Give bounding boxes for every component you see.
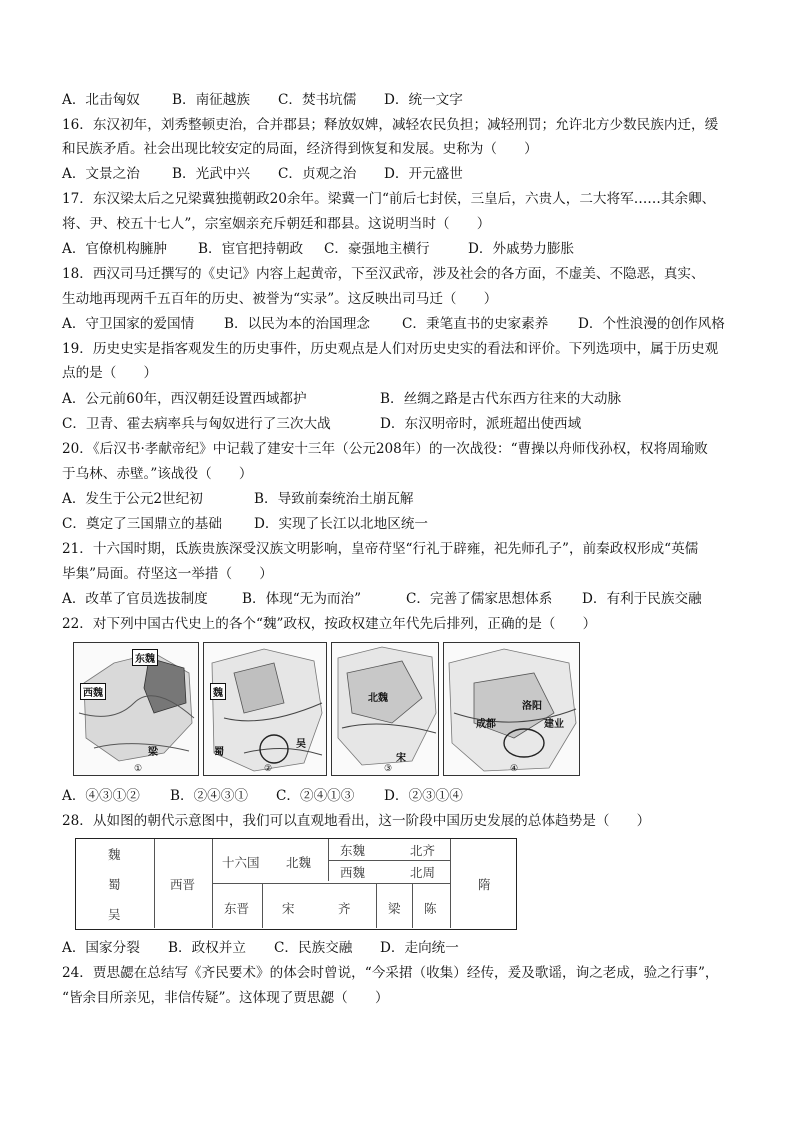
q20-option-b[interactable]: B．导致前秦统治土崩瓦解: [254, 491, 414, 507]
q22-option-c[interactable]: C．②④①③: [276, 788, 355, 804]
divider: [450, 839, 451, 928]
q23-option-a[interactable]: A．国家分裂: [62, 940, 140, 956]
q17-stem-line2: 将、尹、校五十七人”，宗室姻亲充斥朝廷和郡县。这说明当时（ ）: [62, 216, 491, 232]
q15-option-a[interactable]: A．北击匈奴: [62, 92, 140, 108]
q15-option-b[interactable]: B．南征越族: [172, 92, 250, 108]
q24-stem-line2: “皆余目所亲见，非信传疑”。这体现了贾思勰（ ）: [62, 990, 389, 1006]
map-3-label-song: 宋: [396, 753, 406, 764]
three-kingdoms-wei: 魏: [108, 847, 121, 862]
map-4-label-luoyang: 洛阳: [522, 701, 542, 712]
q18-stem-line1: 18．西汉司马迁撰写的《史记》内容上起黄帝，下至汉武帝，涉及社会的各方面，不虚美、不隐恶，真实、: [62, 266, 705, 282]
song: 宋: [282, 901, 295, 916]
divider: [328, 860, 450, 861]
q22-stem: 22．对下列中国古代史上的各个“魏”政权，按政权建立年代先后排列，正确的是（ ）: [62, 616, 597, 632]
q22-map-2: [203, 642, 327, 776]
map-1-number: ①: [134, 764, 143, 774]
q19-option-d[interactable]: D．东汉明帝时，派班超出使西域: [380, 416, 582, 432]
map-1-label-liang: 梁: [148, 747, 158, 758]
q19-option-a[interactable]: A．公元前60年，西汉朝廷设置西域都护: [62, 391, 307, 407]
divider: [154, 839, 155, 928]
three-kingdoms-wu: 吴: [108, 907, 121, 922]
q23-option-c[interactable]: C．民族交融: [274, 940, 353, 956]
q19-stem-line2: 点的是（ ）: [62, 365, 158, 381]
qi: 齐: [338, 901, 351, 916]
q21-option-b[interactable]: B．体现“无为而治”: [242, 591, 362, 607]
dynasty-diagram: [75, 838, 517, 930]
q21-stem-line2: 毕集”局面。苻坚这一举措（ ）: [62, 566, 273, 582]
q16-option-d[interactable]: D．开元盛世: [384, 166, 463, 182]
q22-option-a[interactable]: A．④③①②: [62, 788, 140, 804]
map-1-label-east-wei: 东魏: [132, 649, 158, 666]
q19-option-b[interactable]: B．丝绸之路是古代东西方往来的大动脉: [380, 391, 622, 407]
map-2-number: ②: [264, 764, 273, 774]
map-4-label-chengdu: 成都: [476, 719, 496, 730]
q24-stem-line1: 24．贾思勰在总结写《齐民要术》的体会时曾说，“今采捃（收集）经传，爰及歌谣，询之老成，验之行事”，: [62, 965, 719, 981]
q23-option-d[interactable]: D．走向统一: [380, 940, 459, 956]
q21-option-a[interactable]: A．改革了官员选拔制度: [62, 591, 208, 607]
q20-stem-line2: 于乌林、赤壁。”该战役（ ）: [62, 466, 253, 482]
q21-option-d[interactable]: D．有利于民族交融: [582, 591, 702, 607]
divider: [412, 883, 413, 928]
q22-option-b[interactable]: B．②④③①: [170, 788, 248, 804]
q17-option-a[interactable]: A．官僚机构臃肿: [62, 241, 167, 257]
q17-stem-line1: 17．东汉梁太后之兄梁冀独揽朝政20余年。梁冀一门“前后七封侯，三皇后，六贵人，二大将军……其余卿、: [62, 191, 716, 207]
divider: [262, 883, 263, 928]
q18-option-d[interactable]: D．个性浪漫的创作风格: [578, 316, 725, 332]
q16-option-a[interactable]: A．文景之治: [62, 166, 140, 182]
sui: 隋: [478, 877, 491, 892]
east-wei: 东魏: [340, 843, 366, 858]
map-2-label-wu: 吴: [296, 739, 306, 750]
q21-stem-line1: 21．十六国时期，氐族贵族深受汉族文明影响，皇帝苻坚“行礼于辟雍，祀先师孔子”，前秦政权形成“英儒: [62, 541, 699, 557]
q15-option-d[interactable]: D．统一文字: [384, 92, 463, 108]
map-3-terrain: [332, 643, 439, 776]
north-qi: 北齐: [410, 843, 436, 858]
q20-option-c[interactable]: C．奠定了三国鼎立的基础: [62, 516, 222, 532]
q21-option-c[interactable]: C．完善了儒家思想体系: [406, 591, 553, 607]
q16-option-c[interactable]: C．贞观之治: [278, 166, 357, 182]
west-wei: 西魏: [340, 865, 366, 880]
map-4-number: ④: [510, 764, 519, 774]
north-wei: 北魏: [286, 855, 312, 870]
q23-option-b[interactable]: B．政权并立: [168, 940, 246, 956]
chen: 陈: [424, 901, 437, 916]
q17-option-b[interactable]: B．宦官把持朝政: [198, 241, 304, 257]
q19-option-c[interactable]: C．卫青、霍去病率兵与匈奴进行了三次大战: [62, 416, 331, 432]
three-kingdoms-shu: 蜀: [108, 877, 121, 892]
q18-option-a[interactable]: A．守卫国家的爱国情: [62, 316, 195, 332]
q20-option-a[interactable]: A．发生于公元2世纪初: [62, 491, 203, 507]
q23-stem: 28．从如图的朝代示意图中，我们可以直观地看出，这一阶段中国历史发展的总体趋势是（ ）: [62, 813, 651, 829]
q18-option-c[interactable]: C．秉笔直书的史家素养: [402, 316, 549, 332]
q16-stem-line1: 16．东汉初年，刘秀整顿吏治，合并郡县；释放奴婢，减轻农民负担；减轻刑罚；允许北方少数民族内迁，缓: [62, 117, 719, 133]
q16-stem-line2: 和民族矛盾。社会出现比较安定的局面，经济得到恢复和发展。史称为（ ）: [62, 141, 538, 157]
map-3-number: ③: [384, 764, 393, 774]
north-zhou: 北周: [410, 865, 436, 880]
q22-option-d[interactable]: D．②③①④: [384, 788, 463, 804]
map-4-label-jianye: 建业: [544, 719, 564, 730]
q18-stem-line2: 生动地再现两千五百年的历史、被誉为“实录”。这反映出司马迁（ ）: [62, 291, 498, 307]
q20-stem-line1: 20．《后汉书·孝献帝纪》中记载了建安十三年（公元208年）的一次战役：“曹操以舟师伐孙权，权将周瑜败: [62, 441, 708, 457]
q18-option-b[interactable]: B．以民为本的治国理念: [224, 316, 370, 332]
q19-stem-line1: 19．历史史实是指客观发生的历史事件，历史观点是人们对历史史实的看法和评价。下列选项中，属于历史观: [62, 341, 719, 357]
west-jin: 西晋: [170, 877, 196, 892]
map-1-label-west-wei: 西魏: [80, 683, 106, 700]
map-4-terrain: [444, 643, 580, 776]
sixteen-kingdoms: 十六国: [222, 855, 260, 870]
q22-map-3: [331, 642, 439, 776]
q22-map-strip: [73, 642, 580, 776]
east-jin: 东晋: [224, 901, 250, 916]
map-2-label-shu: 蜀: [214, 747, 224, 758]
q17-option-d[interactable]: D．外戚势力膨胀: [468, 241, 575, 257]
q16-option-b[interactable]: B．光武中兴: [172, 166, 250, 182]
liang: 梁: [388, 901, 401, 916]
q15-option-c[interactable]: C．焚书坑儒: [278, 92, 357, 108]
divider: [376, 883, 377, 928]
divider: [212, 883, 450, 884]
q20-option-d[interactable]: D．实现了长江以北地区统一: [254, 516, 429, 532]
q17-option-c[interactable]: C．豪强地主横行: [324, 241, 430, 257]
q22-map-4: [443, 642, 580, 776]
map-2-label-wei: 魏: [210, 683, 226, 700]
map-3-label-north-wei: 北魏: [368, 693, 388, 704]
q22-map-1: [73, 642, 199, 776]
